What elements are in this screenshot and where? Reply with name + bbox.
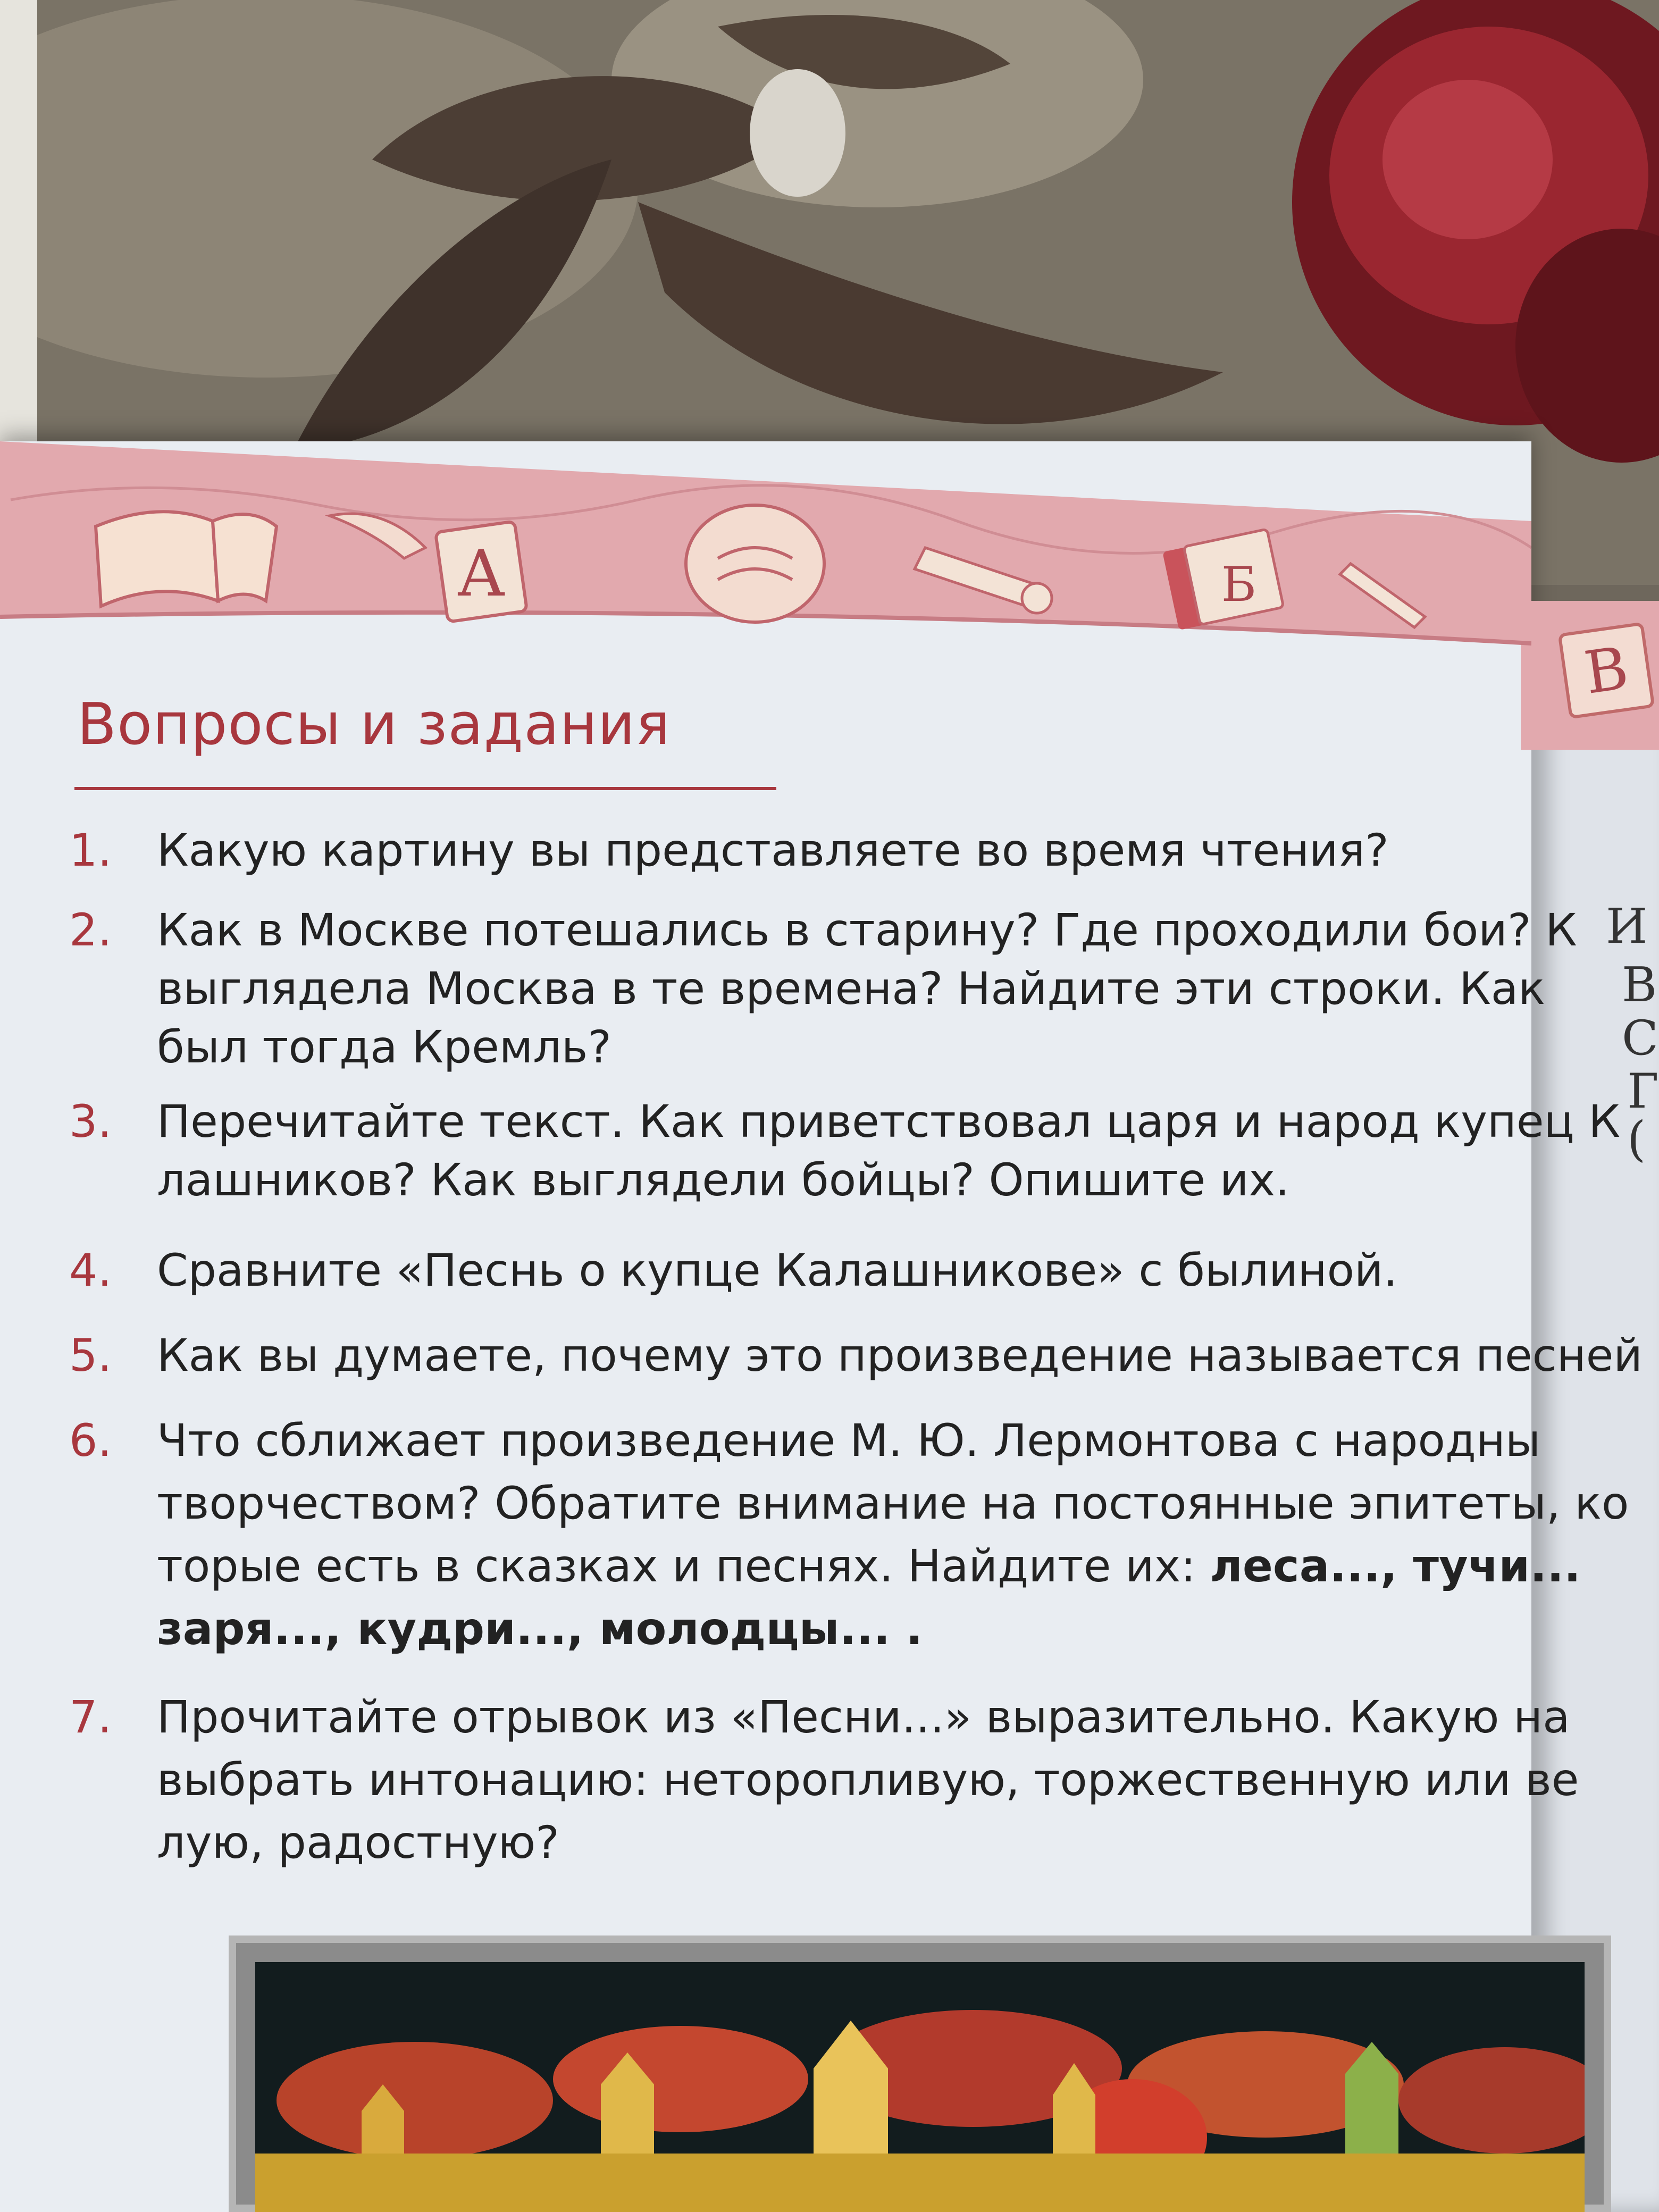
question-text-bold: заря..., кудри..., молодцы... . xyxy=(157,1603,923,1655)
open-book-icon xyxy=(96,512,276,606)
question-number: 6. xyxy=(69,1414,112,1467)
header-band xyxy=(0,441,1531,665)
facing-page-text: Г xyxy=(1627,1063,1659,1119)
title-underline xyxy=(74,787,776,790)
section-title: Вопросы и задания xyxy=(77,691,671,758)
question-text: выглядела Москва в те времена? Найдите эти строки. Как xyxy=(157,962,1545,1015)
illustration-image xyxy=(255,1962,1585,2212)
question-text: торые есть в сказках и песнях. Найдите их: xyxy=(157,1540,1210,1592)
question-text: Какую картину вы представляете во время чтения? xyxy=(157,824,1389,876)
question-text: Прочитайте отрывок из «Песни...» выразительно. Какую на xyxy=(157,1691,1570,1743)
facing-page-text: С xyxy=(1622,1010,1658,1066)
scroll-seal-icon xyxy=(686,505,824,622)
question-number: 2. xyxy=(69,904,112,956)
question-text: лую, радостную? xyxy=(157,1816,559,1869)
question-text: лашников? Как выглядели бойцы? Опишите их. xyxy=(157,1154,1289,1206)
question-number: 3. xyxy=(69,1095,112,1147)
question-text: был тогда Кремль? xyxy=(157,1021,612,1073)
question-text: Как в Москве потешались в старину? Где проходили бои? К xyxy=(157,904,1577,956)
question-text: выбрать интонацию: неторопливую, торжественную или ве xyxy=(157,1754,1579,1806)
question-text: Перечитайте текст. Как приветствовал царя и народ купец К xyxy=(157,1095,1621,1147)
letter-tile-icon xyxy=(435,521,527,622)
facing-page-text: В xyxy=(1622,957,1657,1013)
question-number: 5. xyxy=(69,1329,112,1381)
letter-tile-glyph: Б xyxy=(1221,557,1257,613)
question-number: 1. xyxy=(69,824,112,876)
question-number: 7. xyxy=(69,1691,112,1743)
question-text: Как вы думаете, почему это произведение называется песней xyxy=(157,1329,1643,1381)
facing-page-text: И xyxy=(1606,899,1648,954)
facing-page-text: ( xyxy=(1627,1111,1646,1167)
question-text: Что сближает произведение М. Ю. Лермонтова с народны xyxy=(157,1414,1541,1467)
question-text: творчеством? Обратите внимание на постоянные эпитеты, ко xyxy=(157,1477,1629,1529)
letter-tile-glyph: А xyxy=(457,537,506,611)
question-text-bold: леса..., тучи... xyxy=(1210,1540,1581,1592)
question-number: 4. xyxy=(69,1244,112,1296)
question-text: Сравните «Песнь о купце Калашникове» с былиной. xyxy=(157,1244,1398,1296)
letter-tile-icon: В xyxy=(1558,622,1655,719)
